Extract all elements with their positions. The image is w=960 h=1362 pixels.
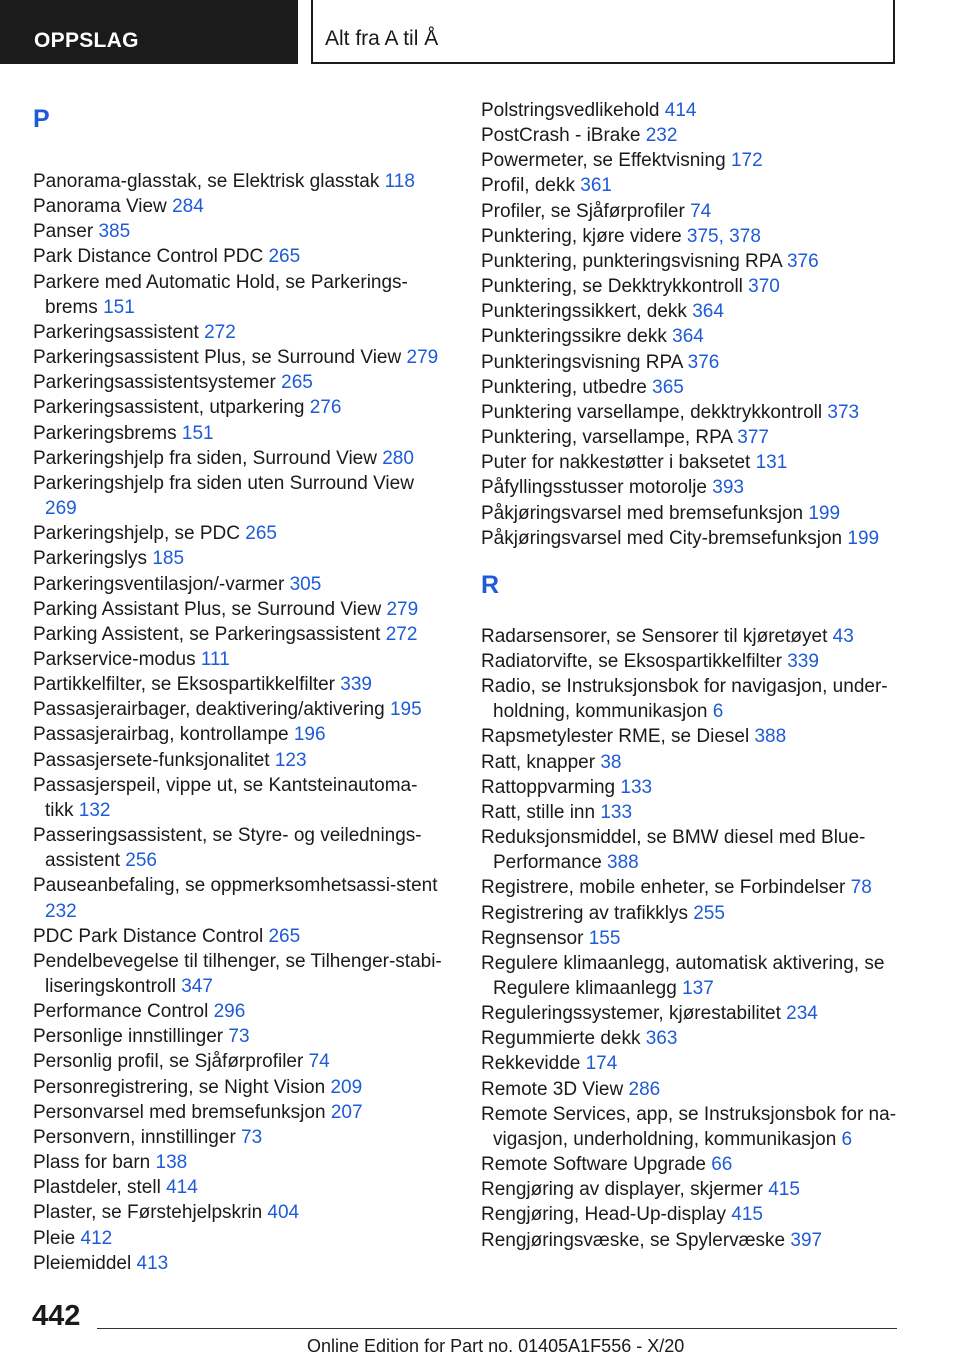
index-entry [33,924,443,949]
index-entry [481,299,901,324]
index-entry [481,775,901,800]
index-entry [481,400,901,425]
index-entry [481,875,901,900]
index-entry [33,873,443,923]
page-reference-link[interactable]: 138 [155,1152,188,1174]
index-entry-text: Parkeringsassistent, utparkering [33,397,310,419]
page-reference-link[interactable]: 66 [711,1154,733,1176]
page-reference-link[interactable]: 412 [80,1227,113,1249]
index-list-p-right [481,98,901,551]
index-entry-text: Punkteringssikre dekk [481,326,673,348]
index-entry [33,1100,443,1125]
index-entry-text: Parkere med Automatic Hold, se Parkerings-brems [33,271,408,318]
index-entry [33,1226,443,1251]
index-entry [481,750,901,775]
index-entry-text: Parking Assistent, se Parkeringsassistent [33,623,386,645]
index-entry [481,98,901,123]
index-entry [33,597,443,622]
index-entry-text: Punktering, kjøre videre [481,225,687,247]
index-entry-text: Puter for nakkestøtter i baksetet [481,452,756,474]
page-reference-link[interactable]: 265 [268,925,301,947]
index-entry [481,1177,901,1202]
index-entry-text: Parkeringshjelp, se PDC [33,523,246,545]
page-reference-link[interactable]: 375, 378 [686,225,761,247]
index-entry [33,169,443,194]
index-entry [33,471,443,521]
page-reference-link[interactable]: 370 [748,276,780,298]
index-entry [481,624,901,649]
page-reference-link[interactable]: 133 [600,801,633,823]
page-reference-link[interactable]: 199 [847,527,880,549]
chapter-title: Alt fra A til Å [311,0,895,64]
page-reference-link[interactable]: 207 [330,1101,363,1123]
index-list-p-left [33,169,443,1276]
page-reference-link[interactable]: 279 [386,598,419,620]
index-entry-text: Parking Assistant Plus, se Surround View [33,598,387,620]
index-entry [33,219,443,244]
index-entry [33,622,443,647]
page-reference-link[interactable]: 196 [293,724,326,746]
index-entry-text: Remote 3D View [481,1078,629,1100]
index-list-r [481,624,901,1253]
index-entry-text: Parkeringsassistentsystemer [33,372,282,394]
page-reference-link[interactable]: 361 [580,175,612,197]
page-reference-link[interactable]: 265 [281,372,313,394]
index-entry-text: Plass for barn [33,1152,156,1174]
index-entry-text: Personlig profil, se Sjåførprofiler [33,1051,309,1073]
index-entry [481,1202,901,1227]
index-entry-text: Punktering, varsellampe, RPA [481,427,738,449]
page-reference-link[interactable]: 234 [786,1003,818,1025]
page-reference-link[interactable]: 6 [712,701,724,723]
page-reference-link[interactable]: 137 [682,978,714,999]
index-entry-text: Radio, se Instruksjonsbok for navigasjon, under-holdning, kommunikasjon [481,676,888,723]
index-entry [481,1051,901,1076]
index-entry-text: Profil, dekk [481,175,581,197]
index-entry [481,274,901,299]
page-reference-link[interactable]: 269 [45,498,77,520]
index-entry-text: Punktering, punkteringsvisning RPA [481,250,787,272]
index-entry-text: Plastdeler, stell [33,1177,167,1199]
index-entry-text: Pleiemiddel [33,1252,137,1274]
index-entry-text: Radiatorvifte, se Eksospartikkelfilter [481,650,788,672]
index-entry-text: Parkeringshjelp fra siden uten Surround View [33,472,414,494]
index-entry [33,748,443,773]
index-entry-text: Ratt, stille inn [481,801,601,823]
index-entry [33,1200,443,1225]
index-entry [33,999,443,1024]
index-entry-text: Pendelbevegelse til tilhenger, se Tilhenger-stabi-liseringskontroll [33,950,442,997]
index-entry-text: Pleie [33,1227,81,1249]
page-reference-link[interactable]: 74 [690,200,712,222]
index-entry-text: Parkeringshjelp fra siden, Surround View [33,447,383,469]
page-reference-link[interactable]: 284 [172,196,204,218]
index-entry [481,224,901,249]
index-entry [481,425,901,450]
page-reference-link[interactable]: 339 [340,674,372,696]
page-reference-link[interactable]: 272 [385,623,418,645]
page-reference-link[interactable]: 172 [730,150,763,172]
index-entry [33,546,443,571]
page-reference-link[interactable]: 415 [731,1204,763,1226]
index-entry [481,249,901,274]
index-entry-text: Park Distance Control PDC [33,246,269,268]
index-entry-text: Personlige innstillinger [33,1026,229,1048]
index-entry-text: Partikkelfilter, se Eksospartikkelfilter [33,674,341,696]
index-entry-text: Påkjøringsvarsel med City-bremsefunksjon [481,527,848,549]
index-entry-text: Passasjerairbag, kontrollampe [33,724,294,746]
index-entry [33,697,443,722]
index-entry-text: Personvarsel med bremsefunksjon [33,1101,331,1123]
page-reference-link[interactable]: 385 [98,221,131,243]
index-entry-text: Panorama View [33,196,173,218]
page-reference-link[interactable]: 414 [664,100,697,121]
index-entry-text: Passeringsassistent, se Styre- og veilednings-assistent [33,825,422,872]
index-entry-text: Registrere, mobile enheter, se Forbindelser [481,877,851,899]
page-reference-link[interactable]: 38 [600,751,622,773]
page-reference-link[interactable]: 265 [268,246,301,268]
index-entry [33,1075,443,1100]
index-entry [33,1251,443,1276]
index-entry-text: Parkeringsassistent Plus, se Surround View [33,347,407,369]
footer-divider [97,1328,897,1329]
page-reference-link[interactable]: 155 [588,927,621,949]
index-entry [481,1001,901,1026]
page-reference-link[interactable]: 397 [790,1229,823,1251]
index-entry [33,572,443,597]
index-entry-text: Punkteringssikkert, dekk [481,301,693,323]
page-reference-link[interactable]: 415 [768,1179,800,1201]
page-reference-link[interactable]: 6 [841,1128,853,1150]
page-reference-link[interactable]: 272 [204,321,236,343]
index-entry [481,501,901,526]
index-entry [33,949,443,999]
page-reference-link[interactable]: 151 [181,422,214,444]
index-entry-text: Panser [33,221,99,243]
index-entry [481,724,901,749]
index-entry-text: Parkeringsventilasjon/-varmer [33,573,290,595]
index-entry [481,1102,901,1152]
page-reference-link[interactable]: 123 [274,749,307,771]
index-entry-text: Passasjersete-funksjonalitet [33,749,275,771]
index-entry [481,324,901,349]
index-entry [33,1150,443,1175]
page-reference-link[interactable]: 305 [289,573,322,595]
index-entry [33,773,443,823]
index-entry [33,345,443,370]
index-entry-text: Punktering, utbedre [481,376,653,398]
index-column-right [481,98,901,1253]
page-reference-link[interactable]: 414 [166,1177,198,1199]
index-entry-text: Rapsmetylester RME, se Diesel [481,726,755,748]
index-entry [481,199,901,224]
index-entry [481,526,901,551]
index-entry [481,148,901,173]
page-reference-link[interactable]: 388 [607,852,639,874]
index-entry [33,1175,443,1200]
section-tab: OPPSLAG [0,0,298,64]
index-entry [33,1125,443,1150]
index-entry-text: Performance Control [33,1001,214,1023]
page-reference-link[interactable]: 286 [628,1078,661,1100]
index-entry [33,421,443,446]
index-letter-r: R [481,570,500,599]
index-entry-text: Parkeringsassistent [33,321,205,343]
index-entry-text: Punkteringsvisning RPA [481,351,688,373]
index-entry-text: Polstringsvedlikehold [481,100,665,121]
index-entry-text: Reduksjonsmiddel, se BMW diesel med Blue-Performance [481,827,866,874]
index-entry [481,649,901,674]
index-entry [33,194,443,219]
page-reference-link[interactable]: 185 [152,548,185,570]
index-entry-text: Passasjerairbager, deaktivering/aktivering [33,699,390,721]
page-reference-link[interactable]: 73 [228,1026,250,1048]
index-entry [33,320,443,345]
index-entry [33,1024,443,1049]
index-entry-text: Rengjøring, Head-Up-display [481,1204,732,1226]
index-entry [481,475,901,500]
index-entry-text: Regnsensor [481,927,589,949]
page-reference-link[interactable]: 373 [827,401,860,423]
page-reference-link[interactable]: 376 [687,351,720,373]
page-reference-link[interactable]: 133 [620,776,653,798]
page-reference-link[interactable]: 209 [330,1076,363,1098]
page-reference-link[interactable]: 43 [832,625,854,647]
index-entry-text: Regulere klimaanlegg, automatisk aktivering, se Regulere klimaanlegg [481,952,885,999]
index-entry-text: Radarsensorer, se Sensorer til kjøretøyet [481,625,833,647]
page-reference-link[interactable]: 256 [125,850,157,872]
page-reference-link[interactable]: 276 [309,397,342,419]
page-reference-link[interactable]: 131 [755,452,788,474]
page-reference-link[interactable]: 404 [267,1202,300,1224]
index-entry-text: Registrering av trafikklys [481,902,694,924]
edition-note: Online Edition for Part no. 01405A1F556 - X/20 [307,1336,685,1356]
index-entry-text: Regummierte dekk [481,1028,646,1050]
page-reference-link[interactable]: 376 [786,250,819,272]
page-reference-link[interactable]: 364 [672,326,704,348]
index-entry [33,647,443,672]
index-entry-text: Remote Services, app, se Instruksjonsbok for na-vigasjon, underholdning, kommunikasjon [481,1103,897,1150]
index-entry [481,1026,901,1051]
index-entry [33,1049,443,1074]
index-entry [481,450,901,475]
index-entry-text: Panorama-glasstak, se Elektrisk glasstak [33,171,385,192]
page-reference-link[interactable]: 296 [213,1001,246,1023]
index-entry-text: Reguleringssystemer, kjørestabilitet [481,1003,787,1025]
index-entry-text: Påfyllingsstusser motorolje [481,477,713,499]
index-entry [481,1152,901,1177]
page-reference-link[interactable]: 364 [692,301,724,323]
index-letter-p: P [33,105,50,133]
index-entry-text: PostCrash - iBrake [481,125,646,147]
index-entry-text: Parkeringslys [33,548,153,570]
page-reference-link[interactable]: 363 [645,1028,678,1050]
index-entry-text: Powermeter, se Effektvisning [481,150,731,172]
page-reference-link[interactable]: 195 [389,699,422,721]
page-reference-link[interactable]: 78 [850,877,872,899]
page-reference-link[interactable]: 279 [406,347,439,369]
index-entry-text: PDC Park Distance Control [33,925,269,947]
index-entry [481,375,901,400]
page-reference-link[interactable]: 151 [103,296,135,318]
index-entry-text: Personregistrering, se Night Vision [33,1076,331,1098]
index-column-left [33,98,443,1276]
index-entry [481,825,901,875]
page-reference-link[interactable]: 388 [754,726,787,748]
index-entry [33,244,443,269]
index-entry-text: Personvern, innstillinger [33,1126,242,1148]
page-reference-link[interactable]: 280 [382,447,414,469]
page-reference-link[interactable]: 118 [384,171,415,192]
index-entry [33,446,443,471]
index-entry-text: Parkservice-modus [33,648,201,670]
index-entry-text: Passasjerspeil, vippe ut, se Kantsteinautoma-tikk [33,774,418,821]
index-entry [481,951,901,1001]
index-entry-text: Parkeringsbrems [33,422,182,444]
index-entry-text: Punktering, se Dekktrykkontroll [481,276,749,298]
index-entry-text: Punktering varsellampe, dekktrykkontroll [481,401,828,423]
index-entry-text: Rengjøringsvæske, se Spylervæske [481,1229,791,1251]
index-entry-text: Pauseanbefaling, se oppmerksomhetsassi-stent [33,875,438,897]
page-reference-link[interactable]: 265 [245,523,277,545]
index-entry [33,270,443,320]
index-entry-text: Remote Software Upgrade [481,1154,712,1176]
page-reference-link[interactable]: 393 [712,477,744,499]
page-reference-link[interactable]: 413 [136,1252,169,1274]
index-entry [481,173,901,198]
index-entry-text: Rekkevidde [481,1053,586,1075]
index-entry [481,926,901,951]
index-entry [33,722,443,747]
page-number: 442 [32,1300,81,1332]
index-entry-text: Rengjøring av displayer, skjermer [481,1179,769,1201]
index-entry [481,1077,901,1102]
index-entry-text: Plaster, se Førstehjelpskrin [33,1202,268,1224]
index-entry-text: Ratt, knapper [481,751,601,773]
index-entry [481,674,901,724]
page-reference-link[interactable]: 339 [787,650,819,672]
page-reference-link[interactable]: 199 [808,502,841,524]
index-entry [33,395,443,420]
page-reference-link[interactable]: 132 [78,799,111,821]
index-entry-text: Rattoppvarming [481,776,621,798]
index-entry [33,370,443,395]
index-entry [481,123,901,148]
page-reference-link[interactable]: 365 [652,376,684,398]
index-entry [33,521,443,546]
page-reference-link[interactable]: 232 [645,125,678,147]
index-entry-text: Påkjøringsvarsel med bremsefunksjon [481,502,809,524]
page-reference-link[interactable]: 377 [737,427,769,449]
index-entry [481,901,901,926]
index-entry [33,672,443,697]
index-entry [33,823,443,873]
page-reference-link[interactable]: 73 [241,1126,263,1148]
index-entry [481,1228,901,1253]
index-entry-text: Profiler, se Sjåførprofiler [481,200,691,222]
index-entry [481,350,901,375]
page-reference-link[interactable]: 111 [200,648,230,670]
page-reference-link[interactable]: 174 [585,1053,618,1075]
page-reference-link[interactable]: 74 [308,1051,330,1073]
page-reference-link[interactable]: 347 [181,976,213,997]
page-reference-link[interactable]: 232 [45,900,77,922]
page-reference-link[interactable]: 255 [693,902,725,924]
index-entry [481,800,901,825]
